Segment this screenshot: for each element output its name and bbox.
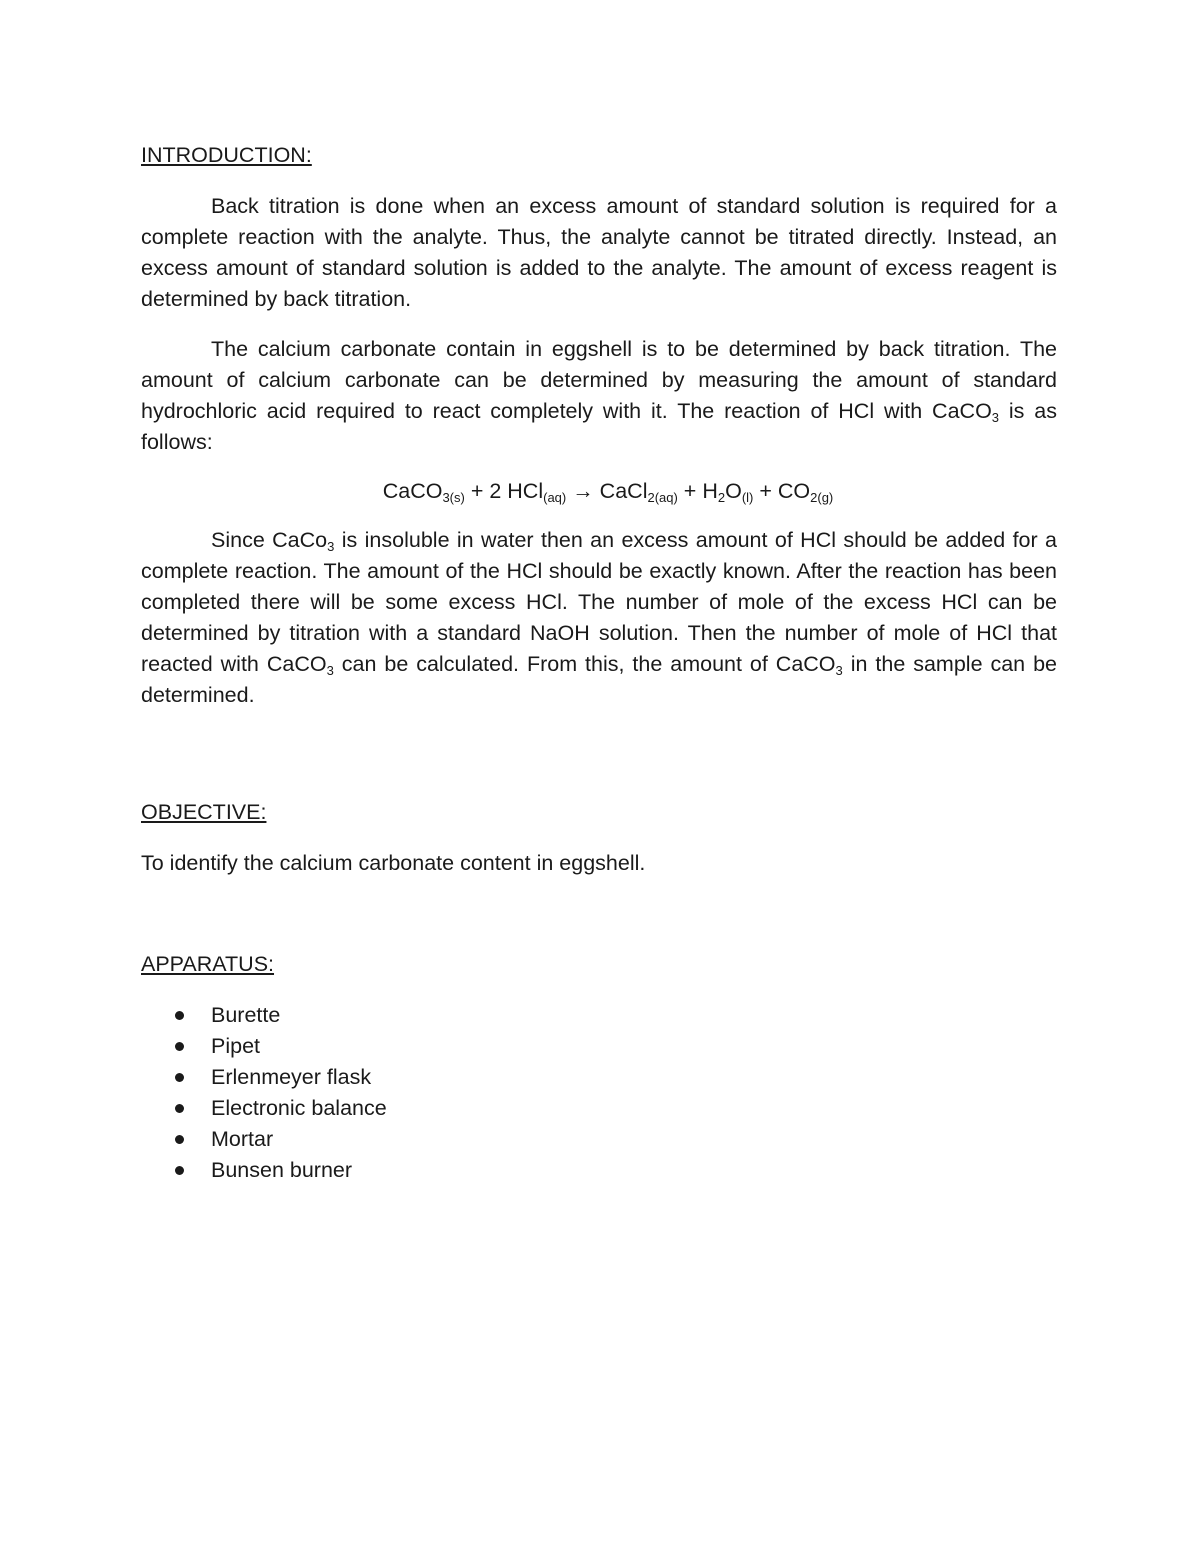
bullet-icon xyxy=(175,1166,184,1175)
reaction-equation xyxy=(141,476,1057,507)
intro-paragraph-2 xyxy=(141,334,1057,458)
list-item xyxy=(141,1031,1057,1062)
apparatus-heading: APPARATUS: xyxy=(141,952,275,976)
p3-text-c: can be calculated. From this, the amount of CaCO xyxy=(333,652,836,676)
eq-subscript: 2(g) xyxy=(810,490,834,505)
apparatus-item-label: Electronic balance xyxy=(211,1096,387,1120)
subscript: 3 xyxy=(835,663,843,678)
eq-product-1: → CaCl xyxy=(566,479,648,503)
bullet-icon xyxy=(175,1042,184,1051)
bullet-icon xyxy=(175,1011,184,1020)
eq-subscript: 2(aq) xyxy=(647,490,678,505)
list-item xyxy=(141,1155,1057,1186)
eq-reactant-1: CaCO xyxy=(382,479,443,503)
subscript: 3 xyxy=(327,539,335,554)
eq-subscript: (aq) xyxy=(543,490,567,505)
list-item xyxy=(141,1124,1057,1155)
apparatus-item-label: Pipet xyxy=(211,1034,261,1058)
intro-p2-tail: is as follows: xyxy=(141,399,1057,454)
list-item xyxy=(141,1062,1057,1093)
bullet-icon xyxy=(175,1073,184,1082)
eq-reactant-2: + 2 HCl xyxy=(464,479,544,503)
apparatus-item-label: Mortar xyxy=(211,1127,274,1151)
eq-product-2: + H xyxy=(677,479,718,503)
apparatus-list xyxy=(141,1000,1057,1186)
introduction-heading: INTRODUCTION: xyxy=(141,143,312,167)
intro-paragraph-3 xyxy=(141,525,1057,711)
eq-product-3: + CO xyxy=(753,479,811,503)
bullet-icon xyxy=(175,1135,184,1144)
p3-text-d: in the sample can be determined. xyxy=(141,652,1057,707)
p3-text-a: Since CaCo xyxy=(211,528,328,552)
eq-product-2-rest: O xyxy=(725,479,742,503)
eq-subscript: (l) xyxy=(741,490,754,505)
objective-text: To identify the calcium carbonate content in eggshell. xyxy=(141,851,646,875)
eq-subscript: 3(s) xyxy=(442,490,465,505)
p3-text-b: is insoluble in water then an excess amount of HCl should be added for a complete reaction. The amount of the HCl should be exactly known. After the reaction has been completed there will be some excess HCl. The number of mole of the excess HCl can be determined by titration with a standard NaOH solution. Then the number of mole of HCl that reacted with CaCO xyxy=(141,528,1057,676)
eq-subscript: 2 xyxy=(717,490,726,505)
bullet-icon xyxy=(175,1104,184,1113)
apparatus-item-label: Bunsen burner xyxy=(211,1158,353,1182)
apparatus-item-label: Erlenmeyer flask xyxy=(211,1065,372,1089)
subscript: 3 xyxy=(326,663,334,678)
intro-paragraph-1: Back titration is done when an excess amount of standard solution is required for a complete reaction with the analyte. Thus, the analyte cannot be titrated directly. Instead, an excess amount of standard solution is added to the analyte. The amount of excess reagent is determined by back titration. xyxy=(141,194,1057,311)
document-page xyxy=(141,140,1057,1186)
list-item xyxy=(141,1093,1057,1124)
list-item xyxy=(141,1000,1057,1031)
subscript: 3 xyxy=(991,410,1000,425)
intro-p2-text: The calcium carbonate contain in eggshell is to be determined by back titration. The amount of calcium carbonate can be determined by measuring the amount of standard hydrochloric acid required to react completely with it. The reaction of HCl with CaCO xyxy=(141,337,1057,423)
apparatus-item-label: Burette xyxy=(211,1003,281,1027)
objective-heading: OBJECTIVE: xyxy=(141,800,267,824)
